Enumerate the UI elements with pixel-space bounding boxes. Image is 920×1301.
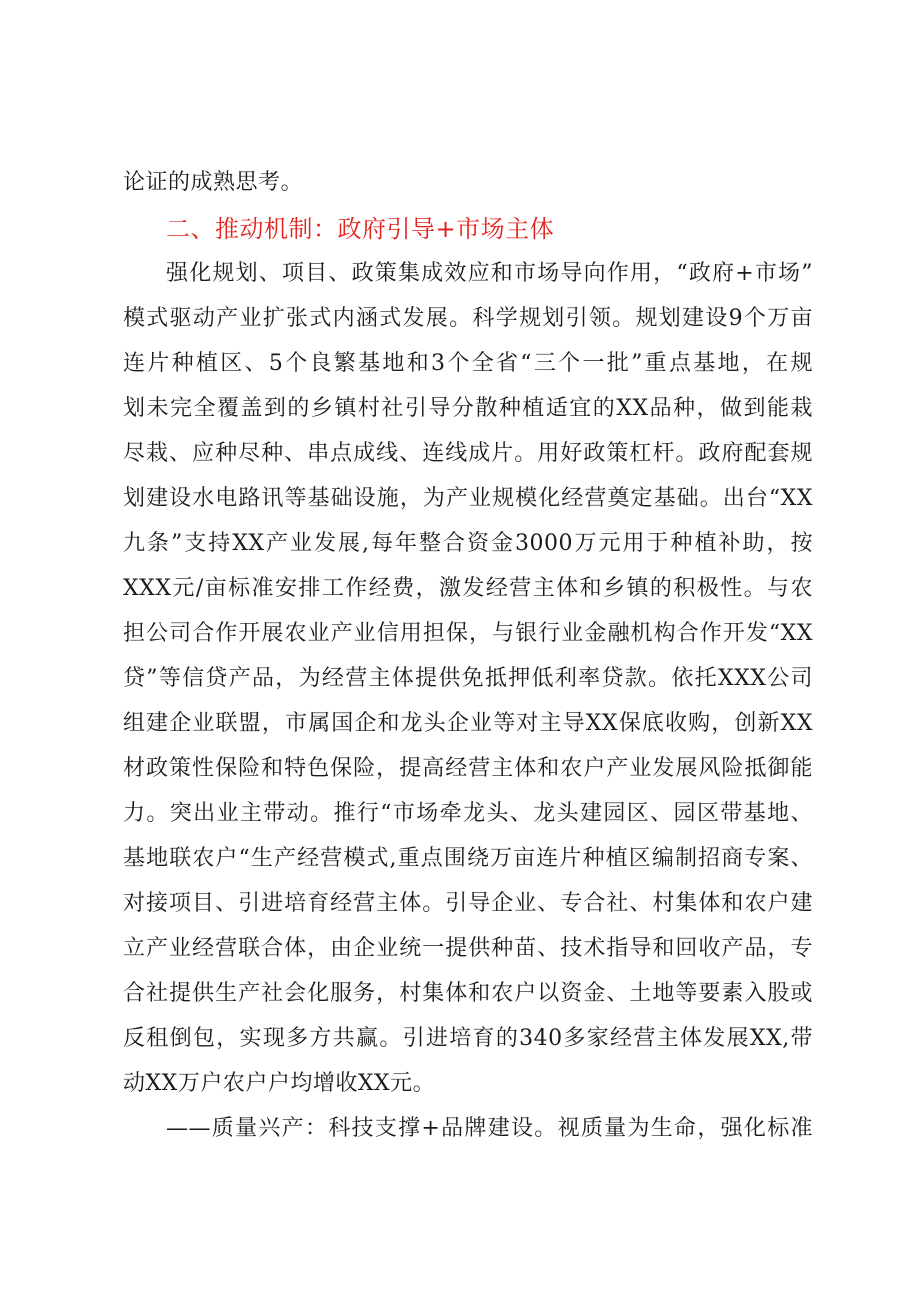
paragraph-line: 反租倒包，实现多方共赢。引进培育的340多家经营主体发展XX,带 <box>123 1026 813 1051</box>
opening-line: 论证的成熟思考。 <box>123 170 304 195</box>
paragraph-line: 基地联农户“生产经营模式,重点围绕万亩连片种植区编制招商专案、 <box>123 846 813 871</box>
paragraph-line: 模式驱动产业扩张式内涵式发展。科学规划引领。规划建设9个万亩 <box>123 306 813 331</box>
paragraph-line: 划未完全覆盖到的乡镇村社引导分散种植适宜的XX品种，做到能栽 <box>123 396 813 421</box>
paragraph-line: 合社提供生产社会化服务，村集体和农户以资金、土地等要素入股或 <box>123 981 813 1006</box>
paragraph-line: 担公司合作开展农业产业信用担保，与银行业金融机构合作开发“XX <box>123 621 813 646</box>
paragraph-line: XXX元/亩标准安排工作经费，激发经营主体和乡镇的积极性。与农 <box>123 576 813 601</box>
paragraph-line: 材政策性保险和特色保险，提高经营主体和农户产业发展风险抵御能 <box>123 756 813 781</box>
paragraph-line: 组建企业联盟，市属国企和龙头企业等对主导XX保底收购，创新XX <box>123 711 813 736</box>
section-heading: 二、推动机制：政府引导+市场主体 <box>166 215 555 243</box>
paragraph-line: 对接项目、引进培育经营主体。引导企业、专合社、村集体和农户建 <box>123 891 813 916</box>
paragraph-line: 强化规划、项目、政策集成效应和市场导向作用，“政府+市场” <box>166 261 813 286</box>
paragraph-line: 力。突出业主带动。推行“市场牵龙头、龙头建园区、园区带基地、 <box>123 801 813 826</box>
paragraph-line: 划建设水电路讯等基础设施，为产业规模化经营奠定基础。出台“XX <box>123 486 813 511</box>
paragraph-line: 九条”支持XX产业发展,每年整合资金3000万元用于种植补助，按 <box>123 531 813 556</box>
paragraph-line: 贷”等信贷产品，为经营主体提供免抵押低利率贷款。依托XXX公司 <box>123 666 813 691</box>
paragraph-line: 动XX万户农户户均增收XX元。 <box>123 1071 436 1096</box>
paragraph-line: 连片种植区、5个良繁基地和3个全省“三个一批”重点基地，在规 <box>123 351 813 376</box>
closing-line: ——质量兴产：科技支撑+品牌建设。视质量为生命，强化标准 <box>166 1116 813 1141</box>
paragraph-line: 尽栽、应种尽种、串点成线、连线成片。用好政策杠杆。政府配套规 <box>123 441 813 466</box>
paragraph-line: 立产业经营联合体，由企业统一提供种苗、技术指导和回收产品，专 <box>123 936 813 961</box>
